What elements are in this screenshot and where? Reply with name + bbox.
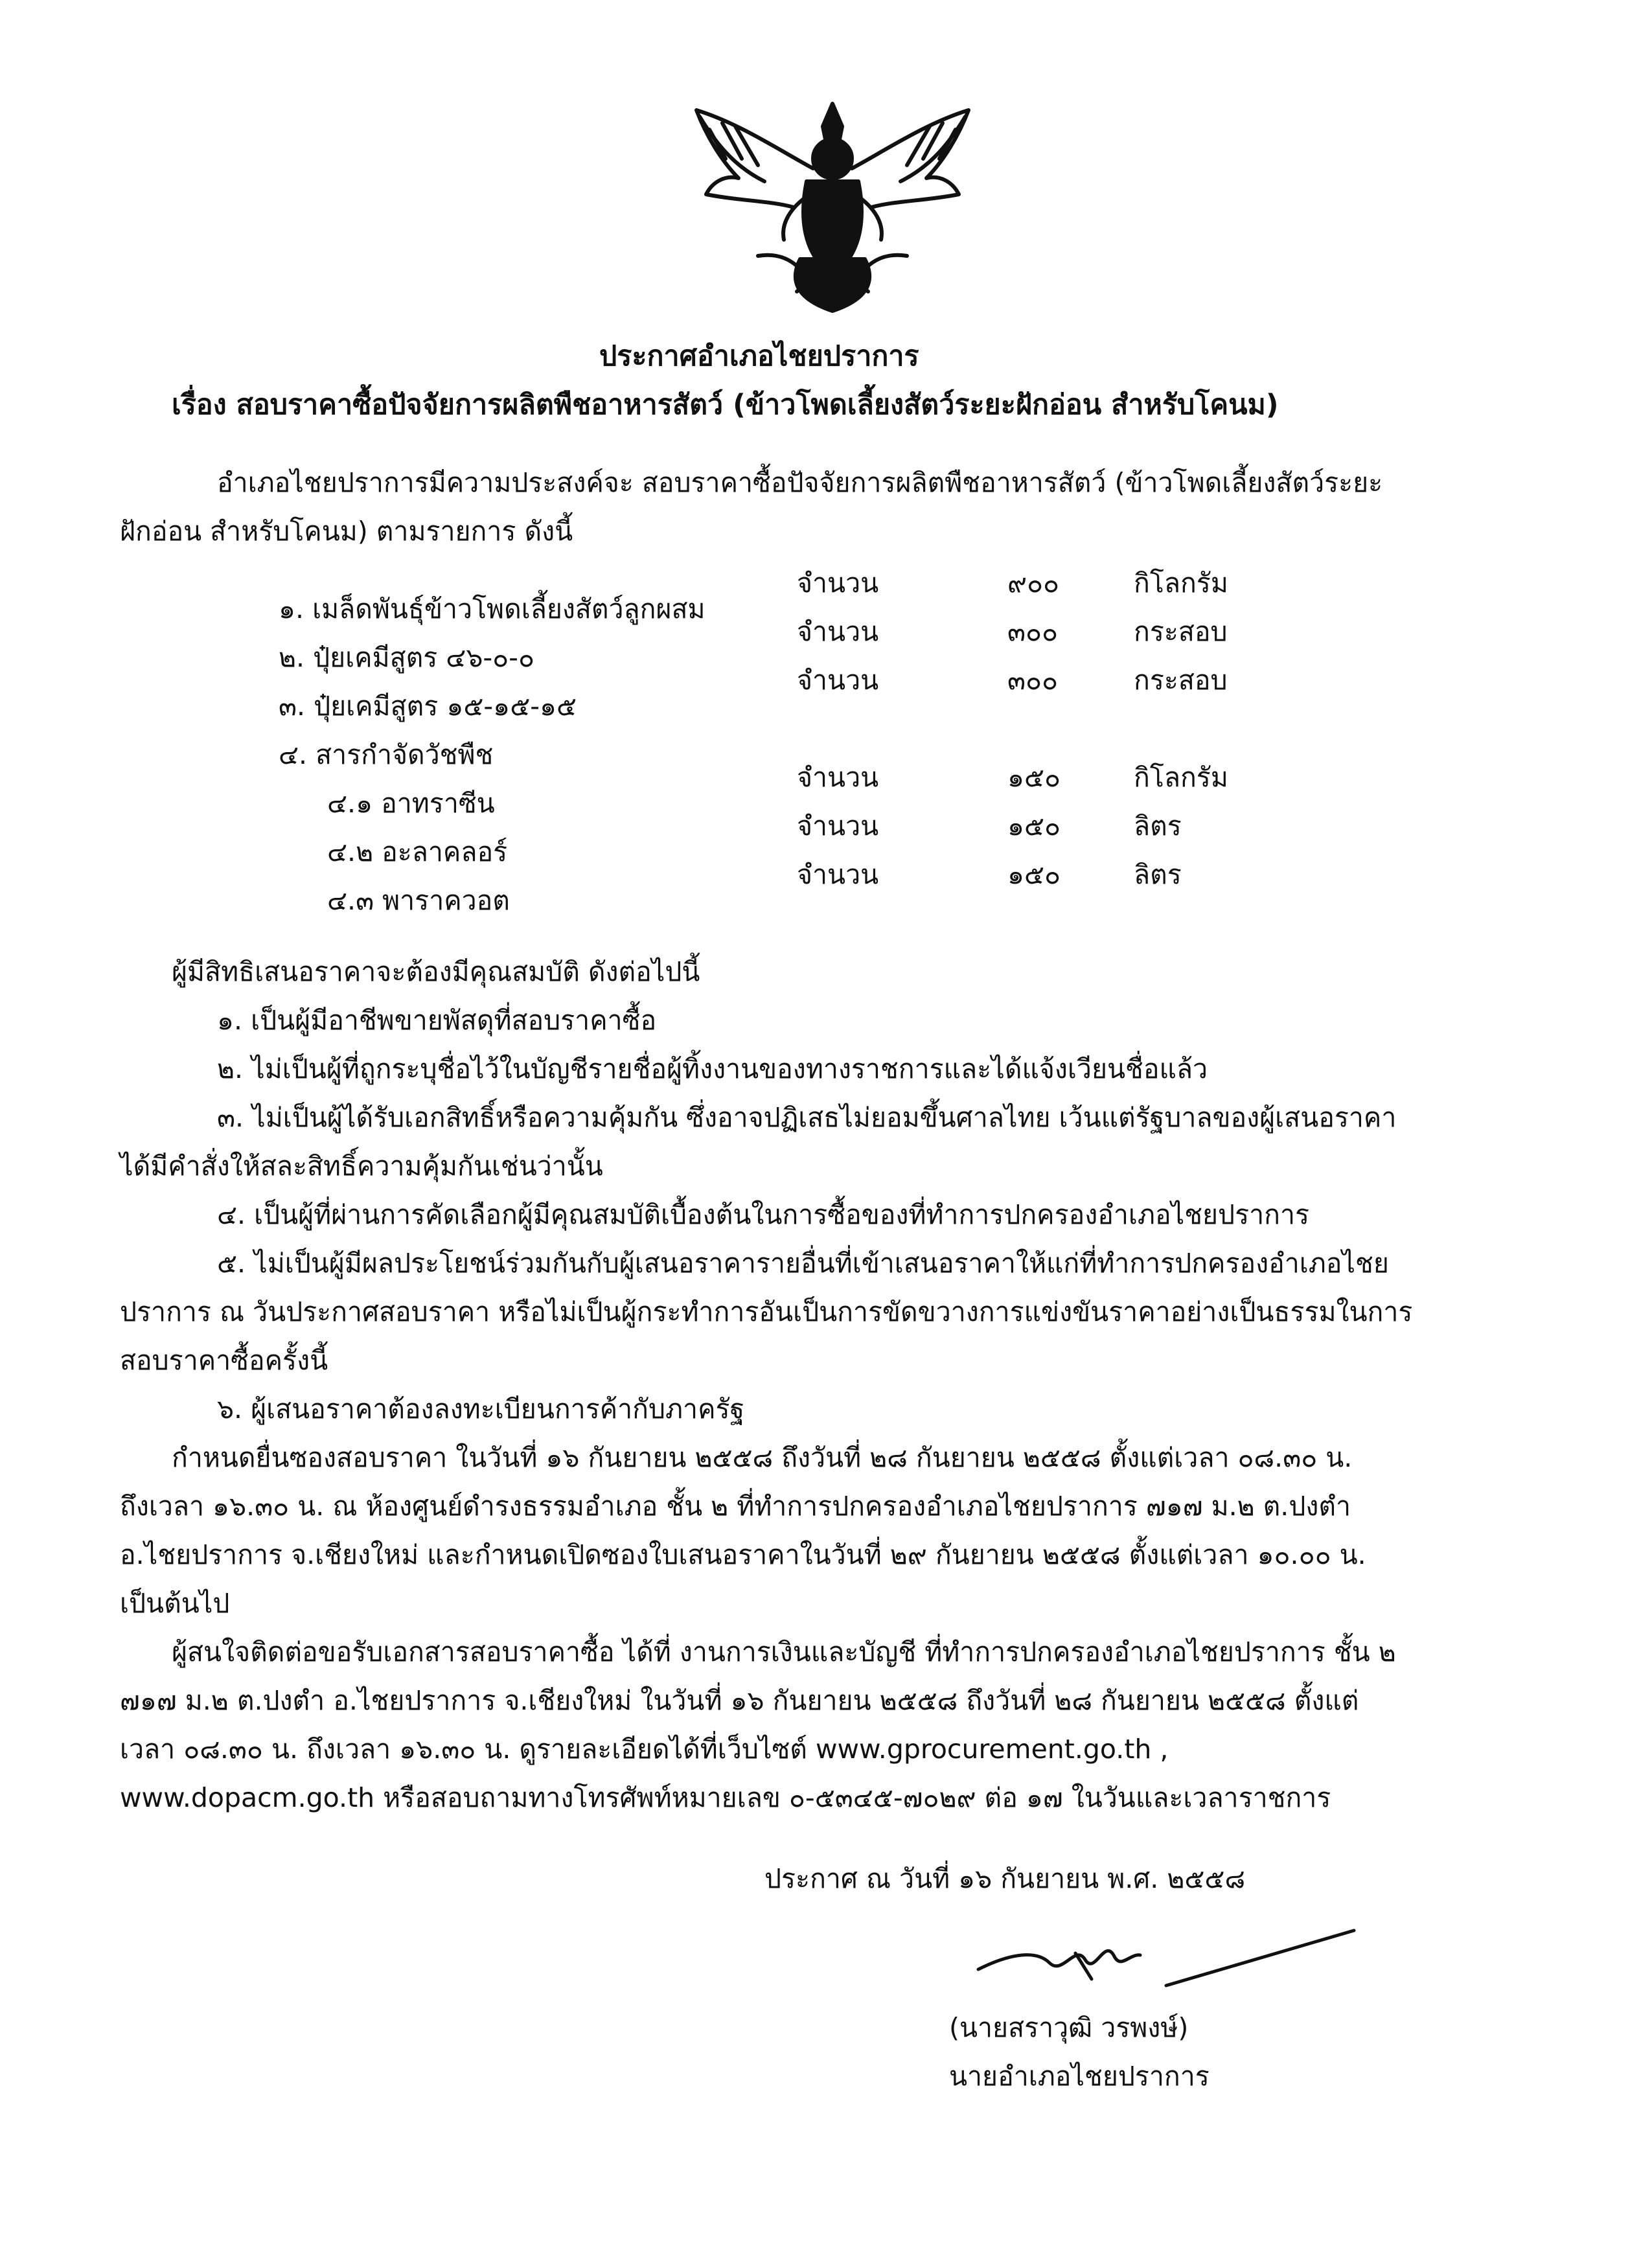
qty-value: ๙๐๐ <box>1007 567 1060 599</box>
qualification-item: ๓. ไม่เป็นผู้ได้รับเอกสิทธิ์หรือความคุ้มกัน ซึ่งอาจปฏิเสธไม่ยอมขึ้นศาลไทย เว้นแต่รัฐบาลของผู้เสนอราคา <box>217 1102 1397 1133</box>
intro-line-2: ฝักอ่อน สำหรับโคนม) ตามรายการ ดังนี้ <box>120 516 573 547</box>
qualification-item: ๕. ไม่เป็นผู้มีผลประโยชน์ร่วมกันกับผู้เสนอราคารายอื่นที่เข้าเสนอราคาให้แก่ที่ทำการปกครองอำเภอไชย <box>217 1248 1389 1279</box>
contact-line: ผู้สนใจติดต่อขอรับเอกสารสอบราคาซื้อ ได้ที่ งานการเงินและบัญชี ที่ทำการปกครองอำเภอไชยปราการ ชั้น ๒ <box>172 1636 1396 1667</box>
qty-word: จำนวน <box>797 616 879 647</box>
qualifications-heading: ผู้มีสิทธิเสนอราคาจะต้องมีคุณสมบัติ ดังต่อไปนี้ <box>172 956 700 987</box>
contact-line: เวลา ๐๘.๓๐ น. ถึงเวลา ๑๖.๓๐ น. ดูรายละเอียดได้ที่เว็บไซต์ www.gprocurement.go.th , <box>120 1734 1169 1765</box>
item-label: ๔.๓ พาราควอต <box>327 885 510 916</box>
item-label: ๒. ปุ๋ยเคมีสูตร ๔๖-๐-๐ <box>279 642 535 673</box>
qty-word: จำนวน <box>797 859 879 890</box>
qualification-item: ๔. เป็นผู้ที่ผ่านการคัดเลือกผู้มีคุณสมบัติเบื้องต้นในการซื้อของที่ทำการปกครองอำเภอไชยปราการ <box>217 1199 1309 1230</box>
qty-word: จำนวน <box>797 665 879 696</box>
qty-unit: กิโลกรัม <box>1134 762 1228 793</box>
qty-value: ๑๕๐ <box>1007 859 1061 890</box>
qualification-item: ๒. ไม่เป็นผู้ที่ถูกระบุชื่อไว้ในบัญชีรายชื่อผู้ทิ้งงานของทางราชการและได้แจ้งเวียนชื่อแล้ว <box>217 1053 1208 1084</box>
qualification-item: ๖. ผู้เสนอราคาต้องลงทะเบียนการค้ากับภาครัฐ <box>217 1393 745 1425</box>
item-label: ๔.๑ อาทราซีน <box>327 788 495 819</box>
qualification-item: ๑. เป็นผู้มีอาชีพขายพัสดุที่สอบราคาซื้อ <box>217 1005 657 1036</box>
qty-unit: ลิตร <box>1134 810 1182 842</box>
qty-unit: กระสอบ <box>1134 616 1228 647</box>
qty-word: จำนวน <box>797 762 879 793</box>
qty-unit: กระสอบ <box>1134 665 1228 696</box>
qty-word: จำนวน <box>797 810 879 842</box>
signer-position: นายอำเภอไชยปราการ <box>949 2061 1210 2092</box>
qty-value: ๓๐๐ <box>1007 616 1059 647</box>
item-label: ๔.๒ อะลาคลอร์ <box>327 836 508 867</box>
garuda-emblem-icon <box>661 97 1004 317</box>
qty-unit: ลิตร <box>1134 859 1182 890</box>
qty-value: ๑๕๐ <box>1007 762 1061 793</box>
subject-line: เรื่อง สอบราคาซื้อปัจจัยการผลิตพืชอาหารสัตว์ (ข้าวโพดเลี้ยงสัตว์ระยะฝักอ่อน สำหรับโคนม) <box>172 389 1279 421</box>
qty-word: จำนวน <box>797 567 879 599</box>
intro-line-1: อำเภอไชยปราการมีความประสงค์จะ สอบราคาซื้อปัจจัยการผลิตพืชอาหารสัตว์ (ข้าวโพดเลี้ยงสัตว์ระยะ <box>217 467 1383 498</box>
qualification-item-cont: ปราการ ณ วันประกาศสอบราคา หรือไม่เป็นผู้กระทำการอันเป็นการขัดขวางการแข่งขันราคาอย่างเป็นธรรมในการ <box>120 1296 1413 1327</box>
qty-value: ๓๐๐ <box>1007 665 1059 696</box>
schedule-line: อ.ไชยปราการ จ.เชียงใหม่ และกำหนดเปิดซองใบเสนอราคาในวันที่ ๒๙ กันยายน ๒๕๕๘ ตั้งแต่เวลา ๑๐.๐๐ น. <box>120 1539 1366 1570</box>
qualification-item-cont: สอบราคาซื้อครั้งนี้ <box>120 1345 328 1376</box>
schedule-line: กำหนดยื่นซองสอบราคา ในวันที่ ๑๖ กันยายน ๒๕๕๘ ถึงวันที่ ๒๘ กันยายน ๒๕๕๘ ตั้งแต่เวลา ๐๘.๓๐ น. <box>172 1442 1353 1473</box>
qty-value: ๑๕๐ <box>1007 810 1061 842</box>
signer-name: (นายสราวุฒิ วรพงษ์) <box>949 2012 1189 2043</box>
item-label: ๔. สารกำจัดวัชพืช <box>279 739 494 770</box>
item-label: ๓. ปุ๋ยเคมีสูตร ๑๕-๑๕-๑๕ <box>279 691 577 722</box>
signature-icon <box>972 1918 1360 2002</box>
contact-line: ๗๑๗ ม.๒ ต.ปงตำ อ.ไชยปราการ จ.เชียงใหม่ ในวันที่ ๑๖ กันยายน ๒๕๕๘ ถึงวันที่ ๒๘ กันยายน ๒๕๕๘ ตั้งแต่ <box>120 1685 1359 1716</box>
qty-unit: กิโลกรัม <box>1134 567 1228 599</box>
announcement-date: ประกาศ ณ วันที่ ๑๖ กันยายน พ.ศ. ๒๕๕๘ <box>764 1863 1246 1894</box>
item-label: ๑. เมล็ดพันธุ์ข้าวโพดเลี้ยงสัตว์ลูกผสม <box>279 593 706 624</box>
contact-line: www.dopacm.go.th หรือสอบถามทางโทรศัพท์หมายเลข ๐-๕๓๔๕-๗๐๒๙ ต่อ ๑๗ ในวันและเวลาราชการ <box>120 1782 1331 1813</box>
page-title: ประกาศอำเภอไชยปราการ <box>599 340 919 372</box>
schedule-line: เป็นต้นไป <box>120 1588 230 1619</box>
qualification-item-cont: ได้มีคำสั่งให้สละสิทธิ์ความคุ้มกันเช่นว่านั้น <box>120 1151 603 1182</box>
schedule-line: ถึงเวลา ๑๖.๓๐ น. ณ ห้องศูนย์ดำรงธรรมอำเภอ ชั้น ๒ ที่ทำการปกครองอำเภอไชยปราการ ๗๑๗ ม.๒ ต.ปงตำ <box>120 1491 1351 1522</box>
